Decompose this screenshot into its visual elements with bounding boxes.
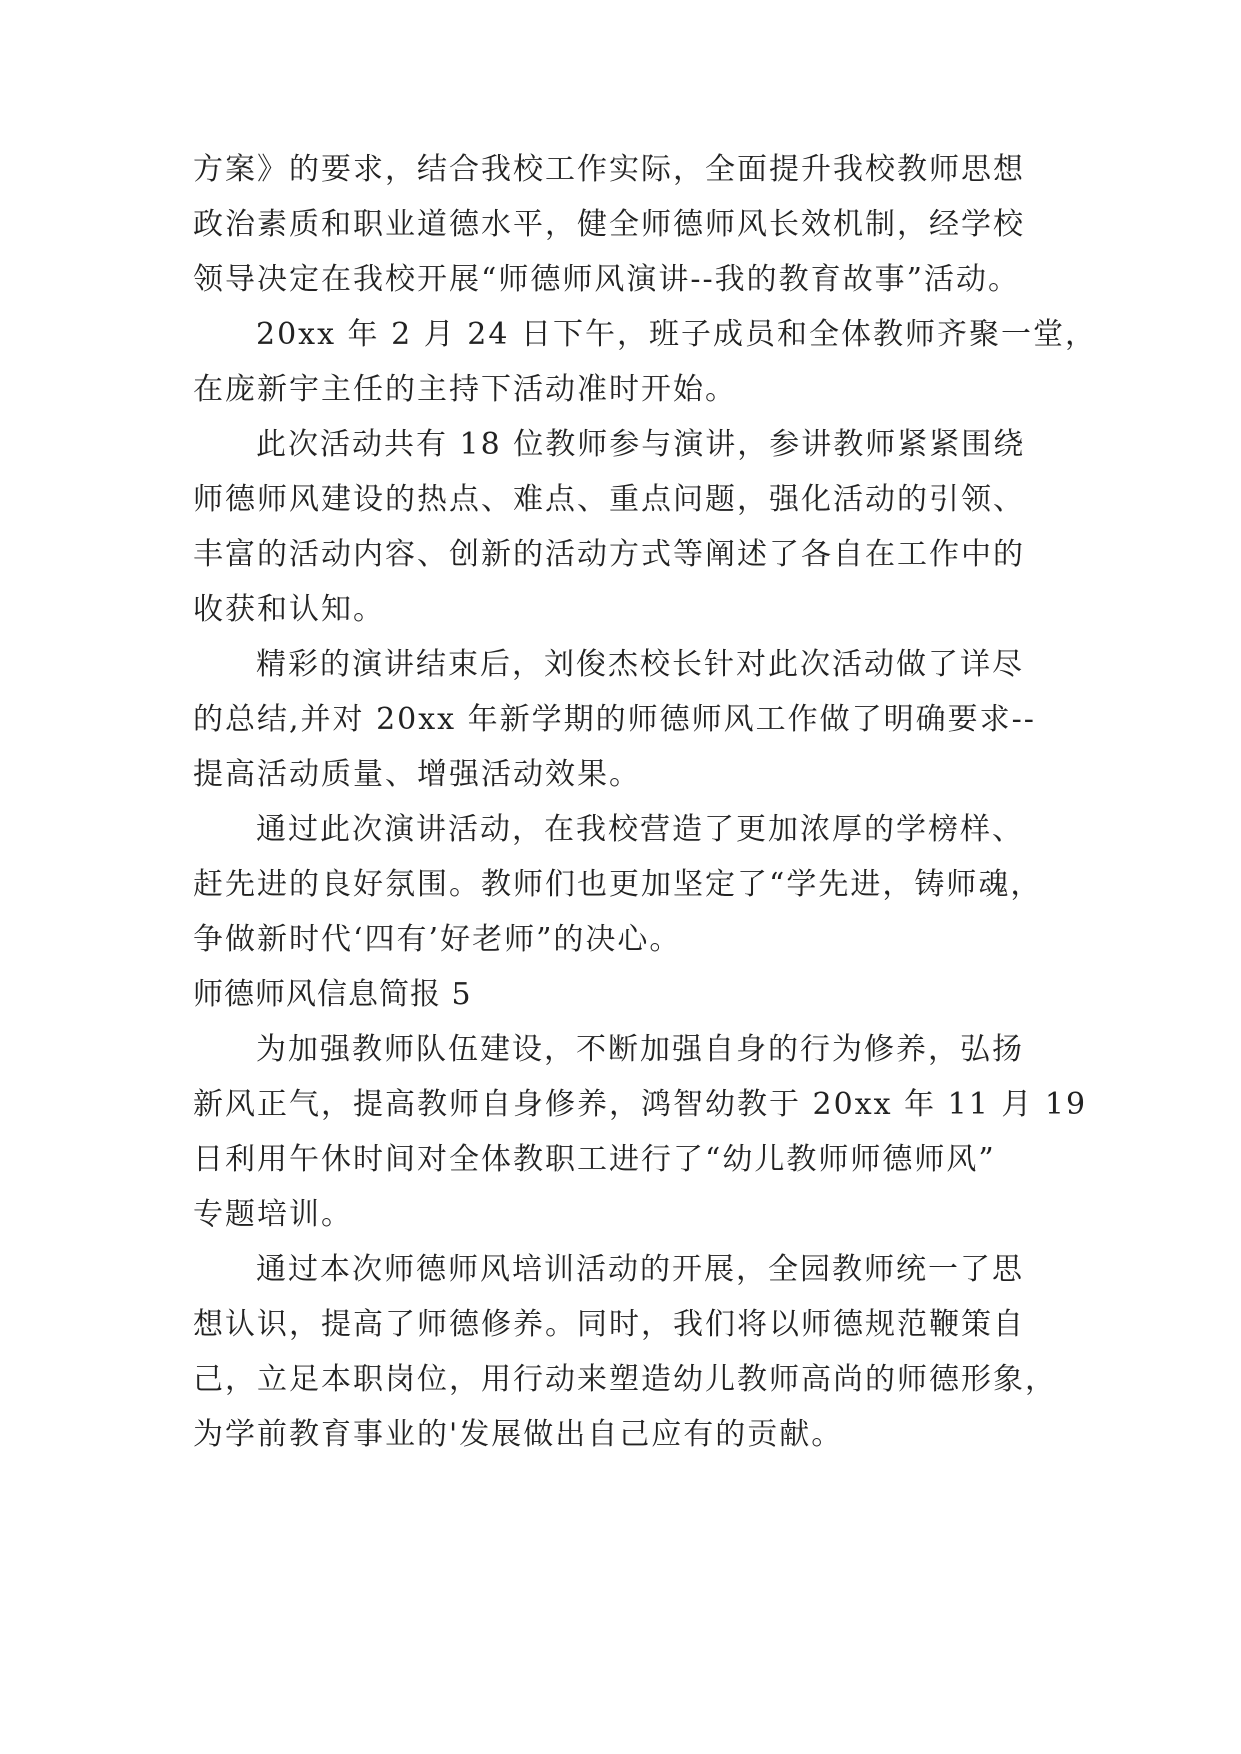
text-line: 己，立足本职岗位，用行动来塑造幼儿教师高尚的师德形象，	[193, 1362, 1057, 1397]
text-line: 在庞新宇主任的主持下活动准时开始。	[193, 372, 737, 407]
text-line: 方案》的要求，结合我校工作实际，全面提升我校教师思想	[193, 152, 1025, 187]
text-line: 政治素质和职业道德水平，健全师德师风长效机制，经学校	[193, 207, 1025, 242]
text-line: 专题培训。	[193, 1197, 353, 1232]
text-line: 为学前教育事业的'发展做出自己应有的贡献。	[193, 1417, 844, 1452]
text-line: 提高活动质量、增强活动效果。	[193, 757, 641, 792]
text-line: 20xx 年 2 月 24 日下午，班子成员和全体教师齐聚一堂，	[256, 317, 1097, 352]
text-line: 师德师风建设的热点、难点、重点问题，强化活动的引领、	[193, 482, 1025, 517]
text-line: 为加强教师队伍建设，不断加强自身的行为修养，弘扬	[256, 1032, 1024, 1067]
text-line: 的总结,并对 20xx 年新学期的师德师风工作做了明确要求--	[193, 702, 1036, 737]
text-line: 此次活动共有 18 位教师参与演讲，参讲教师紧紧围绕	[256, 427, 1026, 462]
text-line: 新风正气，提高教师自身修养，鸿智幼教于 20xx 年 11 月 19	[193, 1087, 1088, 1122]
text-line: 想认识，提高了师德修养。同时，我们将以师德规范鞭策自	[193, 1307, 1025, 1342]
text-line: 收获和认知。	[193, 592, 385, 627]
text-line: 丰富的活动内容、创新的活动方式等阐述了各自在工作中的	[193, 537, 1025, 572]
text-line: 通过本次师德师风培训活动的开展，全园教师统一了思	[256, 1252, 1024, 1287]
section-heading: 师德师风信息简报 5	[193, 977, 472, 1012]
text-line: 精彩的演讲结束后，刘俊杰校长针对此次活动做了详尽	[256, 647, 1024, 682]
text-line: 通过此次演讲活动，在我校营造了更加浓厚的学榜样、	[256, 812, 1024, 847]
text-line: 争做新时代‘四有’好老师”的决心。	[193, 922, 682, 957]
text-line: 日利用午休时间对全体教职工进行了“幼儿教师师德师风”	[193, 1142, 996, 1177]
text-line: 赶先进的良好氛围。教师们也更加坚定了“学先进，铸师魂，	[193, 867, 1043, 902]
text-line: 领导决定在我校开展“师德师风演讲--我的教育故事”活动。	[193, 262, 1020, 297]
